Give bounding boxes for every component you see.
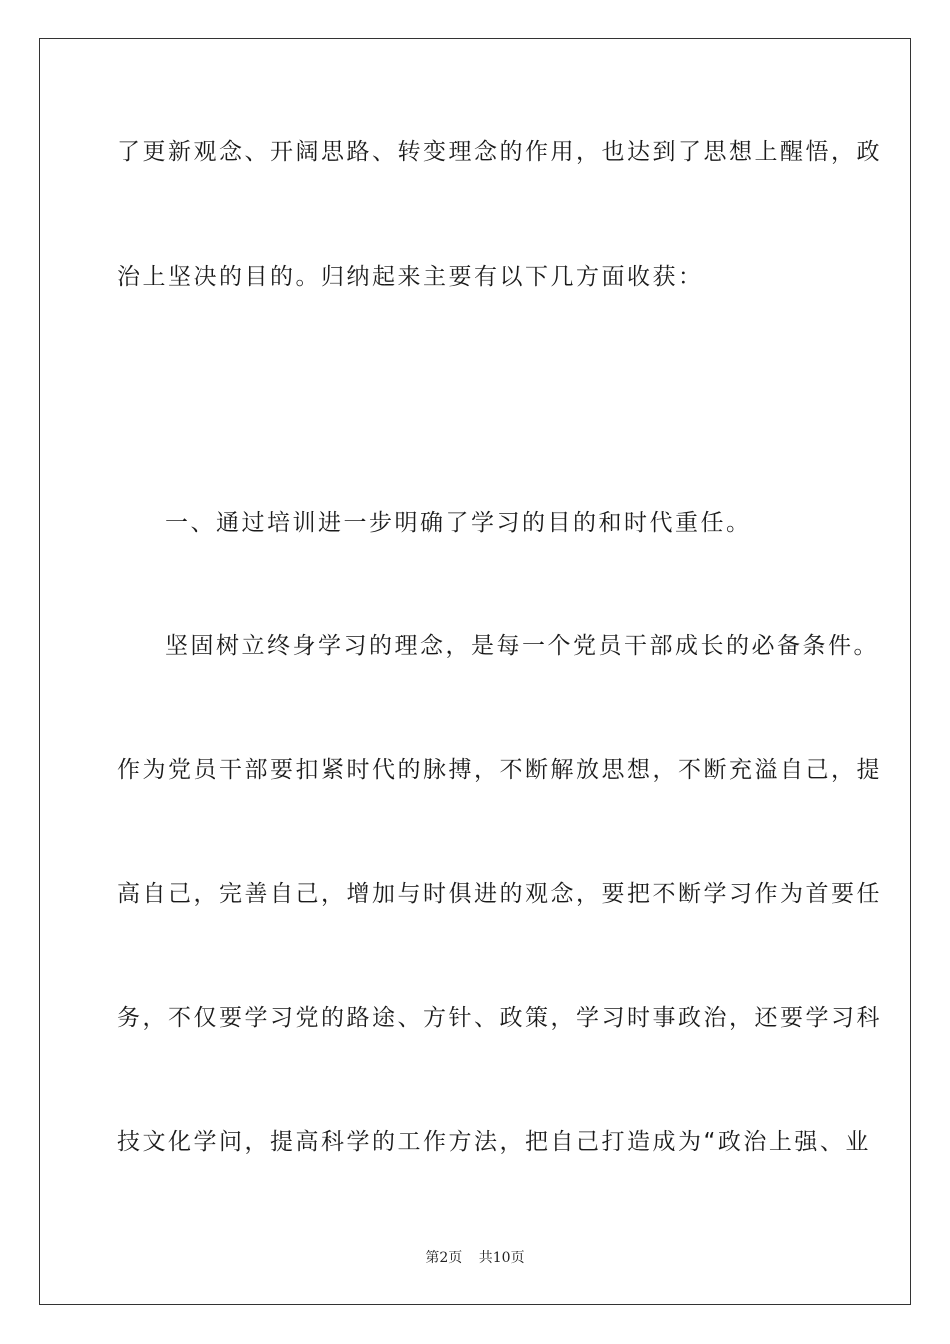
text-line-2: 治上坚决的目的。归纳起来主要有以下几方面收获： xyxy=(117,264,704,290)
text-line-3: 坚固树立终身学习的理念，是每一个党员干部成长的必备条件。 xyxy=(165,633,879,659)
text-line-6: 务，不仅要学习党的路途、方针、政策，学习时事政治，还要学习科 xyxy=(117,1005,882,1031)
page-total: 共10页 xyxy=(478,1250,525,1266)
text-line-7: 技文化学问，提高科学的工作方法，把自己打造成为“政治上强、业 xyxy=(117,1129,871,1155)
section-heading-1: 一、通过培训进一步明确了学习的目的和时代重任。 xyxy=(165,510,752,536)
text-line-1: 了更新观念、开阔思路、转变理念的作用，也达到了思想上醒悟，政 xyxy=(117,139,882,165)
text-line-4: 作为党员干部要扣紧时代的脉搏，不断解放思想，不断充溢自己，提 xyxy=(117,757,882,783)
page-number: 第2页 xyxy=(425,1250,463,1266)
page-border xyxy=(39,38,911,1305)
text-line-5: 高自己，完善自己，增加与时俱进的观念，要把不断学习作为首要任 xyxy=(117,881,882,907)
page-footer xyxy=(0,1247,950,1267)
